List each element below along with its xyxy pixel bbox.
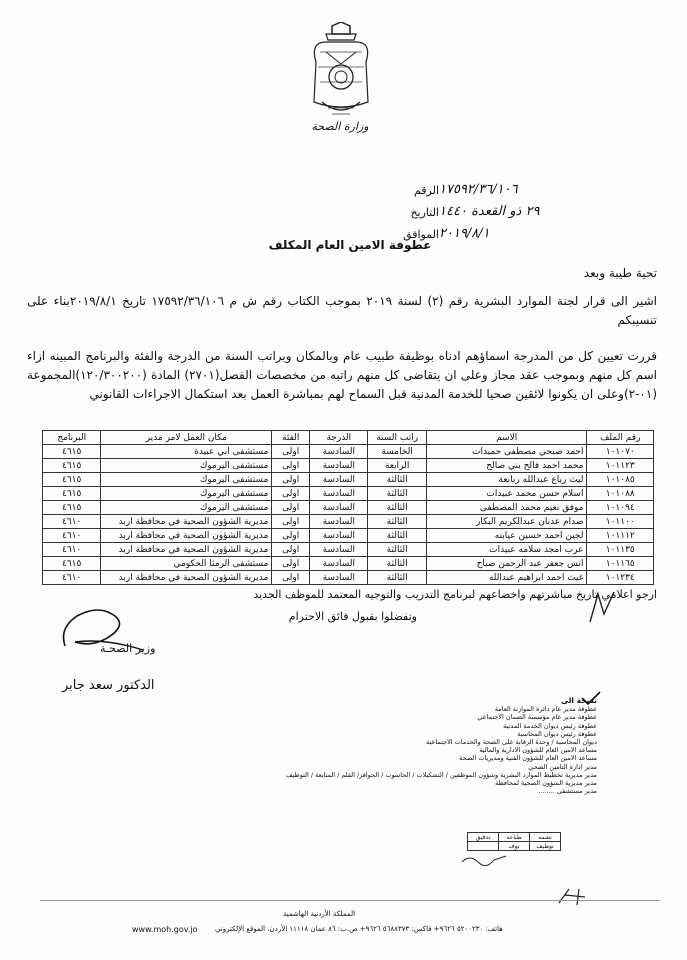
table-row <box>43 515 654 529</box>
cell-workplace: مستشفى ابي عبيدة <box>101 445 272 459</box>
paragraph-reference: اشير الى قرار لجنة الموارد البشرية رقم (٢) لسنة ٢٠١٩ بموجب الكتاب رقم ش م ١٧٥٩٢/٣٦/١٠٦ تاريخ ٢٠١٩/٨/١بناء على تنسيبكم <box>27 294 657 327</box>
cell-annual-salary: الثالثة <box>368 487 426 501</box>
cell-category: اولى <box>272 557 310 571</box>
list-item: مدير ادارة التامين الصحي <box>528 762 597 771</box>
greeting: تحية طيبة وبعد <box>583 266 657 280</box>
cell-file-number: ١٠١٠٨٨ <box>587 487 654 501</box>
cell-program: ٤٦١٥ <box>43 557 101 571</box>
reference-block <box>387 175 657 241</box>
list-item: مدير مستشفى ........ <box>538 787 597 796</box>
appointees-table <box>42 430 654 585</box>
footer-kingdom: المملكة الأردنية الهاشمية <box>283 910 356 918</box>
cell-annual-salary: الثالثة <box>368 515 426 529</box>
closing-regards: وتفضلوا بقبول فائق الاحترام <box>288 610 417 623</box>
cell-name: لجين احمد حسين عيابنه <box>426 529 587 543</box>
cell-category: اولى <box>272 501 310 515</box>
header-file-number: رقم الملف <box>587 431 654 445</box>
reference-number-label: الرقم <box>413 184 439 197</box>
cell-program: ٤٦١٠ <box>43 571 101 585</box>
list-item: عطوفة رئيس ديوان المحاسبة <box>517 729 597 738</box>
routing-label: تدقيق <box>468 833 499 842</box>
header-workplace: مكان العمل لامر مدير <box>101 431 272 445</box>
copies-title: نسخة الى <box>561 696 597 705</box>
cell-workplace: مستشفى اليرموك <box>101 473 272 487</box>
cell-file-number: ١٠١٠٧٠ <box>587 445 654 459</box>
list-item: عطوفة مدير عام مؤسسة الضمان الاجتماعي <box>477 713 597 722</box>
cell-file-number: ١٠١٠٨٥ <box>587 473 654 487</box>
table-row <box>43 501 654 515</box>
cell-grade: السادسة <box>310 557 368 571</box>
reference-date-row <box>387 197 657 219</box>
cell-file-number: ١٠١١٣٥ <box>587 543 654 557</box>
list-item: ديوان المحاسبة / وحدة الرقابة على الصحة والخدمات الاجتماعية <box>426 738 597 747</box>
routing-value: توظيف <box>530 842 561 851</box>
list-item: مدير مديرية تخطيط الموارد البشرية وشؤون الموظفين / التشكيلات / الحاسوب / الحوافز/ القلم / المتابعة / التوظيف <box>285 770 597 779</box>
cell-category: اولى <box>272 515 310 529</box>
minister-name: الدكتور سعد جابر <box>62 678 155 693</box>
cell-workplace: مديرية الشؤون الصحية في محافظة اربد <box>101 529 272 543</box>
cell-program: ٤٦١٥ <box>43 473 101 487</box>
cell-program: ٤٦١٥ <box>43 487 101 501</box>
list-item: عطوفة رئيس ديوان الخدمة المدنية <box>503 721 597 730</box>
cell-workplace: مستشفى الرمثا الحكومي <box>101 557 272 571</box>
coat-of-arms-emblem <box>306 22 376 134</box>
cell-annual-salary: الثالثة <box>368 529 426 543</box>
cell-workplace: مستشفى اليرموك <box>101 487 272 501</box>
reference-date-value: ٢٩ ذو القعدة ١٤٤٠ <box>439 204 540 219</box>
cell-file-number: ١٠١٢٣٤ <box>587 571 654 585</box>
table-row <box>43 445 654 459</box>
list-item: مساعد الامين العام للشؤون الادارية والمالية <box>479 746 597 755</box>
header-program: البرنامج <box>43 431 101 445</box>
footer-website-link[interactable]: www.moh.gov.jo <box>132 925 198 934</box>
reference-corresponding-label: الموافق <box>403 228 439 241</box>
cell-grade: السادسة <box>310 473 368 487</box>
cell-annual-salary: الثالثة <box>368 543 426 557</box>
table-row <box>43 459 654 473</box>
cell-file-number: ١٠١١٠٠ <box>587 515 654 529</box>
table-row <box>43 571 654 585</box>
cell-file-number: ١٠١١٦٥ <box>587 557 654 571</box>
cell-annual-salary: الخامسة <box>368 445 426 459</box>
cell-grade: السادسة <box>310 515 368 529</box>
cell-category: اولى <box>272 571 310 585</box>
ministry-name: وزارة الصحة <box>311 120 369 133</box>
footer-contact: هاتف: ٥٢٠٠٢٣٠ ٩٦٢٦+ فاكس: ٥٦٨٨٣٧٣ ٩٦٢٦+ ص.ب: ٨٦ عمان ١١١١٨ الأردن. الموقع الإلكتروني <box>215 925 503 933</box>
cell-category: اولى <box>272 473 310 487</box>
cell-name: احمد صبحي مصطفى حميدات <box>426 445 587 459</box>
closing-request: ارجو اعلامي تاريخ مباشرتهم واخضاعهم لبرنامج التدريب والتوجيه المعتمد للموظف الجديد <box>253 588 657 601</box>
cell-annual-salary: الثالثة <box>368 571 426 585</box>
table-row <box>468 842 561 851</box>
routing-table <box>467 832 561 851</box>
cell-grade: السادسة <box>310 529 368 543</box>
cell-category: اولى <box>272 529 310 543</box>
cell-workplace: مديرية الشؤون الصحية في محافظة اربد <box>101 571 272 585</box>
routing-value <box>468 842 499 851</box>
cell-grade: السادسة <box>310 445 368 459</box>
cell-program: ٤٦١٠ <box>43 543 101 557</box>
cell-program: ٤٦١٠ <box>43 515 101 529</box>
header-grade: الدرجة <box>310 431 368 445</box>
cell-name: غيث احمد ابراهيم عبدالله <box>426 571 587 585</box>
table-row <box>43 487 654 501</box>
reference-date-label: التاريخ <box>410 206 439 219</box>
copies-list <box>77 697 597 795</box>
cell-workplace: مستشفى اليرموك <box>101 459 272 473</box>
footer-scribble <box>555 885 591 907</box>
cell-program: ٤٦١٥ <box>43 501 101 515</box>
table-row <box>43 473 654 487</box>
minister-title: وزير الصحـة <box>100 642 156 655</box>
reference-number-value: ١٧٥٩٢/٣٦/١٠٦ <box>439 182 518 197</box>
cell-grade: السادسة <box>310 459 368 473</box>
cell-category: اولى <box>272 445 310 459</box>
paragraph-decision: قررت تعيين كل من المدرجة اسماؤهم ادناه بوظيفة طبيب عام وبالمكان وبراتب السنة من الدرجة والفئة والبرنامج المبينه ازاء اسم كل منهم وبموجب عقد مجاز وعلى ان يتقاضى كل منهم راتبه من مخصصات الفصل(٢٧٠١) المادة (١٢٠/٣٠٠٢٠٠)المجموعة (٠١-٢)وعلى ان يكونوا لائقين صحيا للخدمة المدنية قبل السماح لهم بمباشرة العمل بعد استكمال الاجراءات القانوني <box>27 349 657 401</box>
cell-name: عرب امجد سلامه عبيدات <box>426 543 587 557</box>
initials-mark <box>586 588 620 628</box>
cell-annual-salary: الثالثة <box>368 473 426 487</box>
cell-grade: السادسة <box>310 571 368 585</box>
header-category: الفئة <box>272 431 310 445</box>
routing-label: نشمه <box>530 833 561 842</box>
cell-grade: السادسة <box>310 487 368 501</box>
table-header-row <box>43 431 654 445</box>
cell-name: صدام عدنان عبدالكريم البكار <box>426 515 587 529</box>
reference-number-row <box>387 175 657 197</box>
cell-category: اولى <box>272 543 310 557</box>
header-name: الاسم <box>426 431 587 445</box>
routing-value: بوف <box>499 842 530 851</box>
cell-name: انس جعفر عبد الرحمن صباح <box>426 557 587 571</box>
cell-category: اولى <box>272 459 310 473</box>
handwritten-initials <box>460 852 510 866</box>
list-item: عطوفة مدير عام دائرة الموازنة العامة <box>494 705 597 714</box>
cell-name: موفق نعيم محمد المصطفى <box>426 501 587 515</box>
cell-annual-salary: الثالثة <box>368 501 426 515</box>
header-annual-salary: راتب السنة <box>368 431 426 445</box>
cell-workplace: مستشفى اليرموك <box>101 501 272 515</box>
cell-name: اسلام حسن محمد عبيدات <box>426 487 587 501</box>
cell-program: ٤٦١٥ <box>43 459 101 473</box>
cell-program: ٤٦١٥ <box>43 445 101 459</box>
cell-workplace: مديرية الشؤون الصحية في محافظة اربد <box>101 515 272 529</box>
cell-grade: السادسة <box>310 543 368 557</box>
addressee: عطوفة الامين العام المكلف <box>268 238 432 252</box>
table-row <box>43 557 654 571</box>
reference-corresponding-value: ٢٠١٩/٨/١ <box>439 226 490 241</box>
cell-file-number: ١٠١١٢٣ <box>587 459 654 473</box>
cell-workplace: مديرية الشؤون الصحية في محافظة اربد <box>101 543 272 557</box>
cell-name: محمد احمد فالح بني صالح <box>426 459 587 473</box>
table-row <box>43 543 654 557</box>
table-row <box>43 529 654 543</box>
cell-name: ليث رباع عبدالله ربابعة <box>426 473 587 487</box>
cell-annual-salary: الرابعة <box>368 459 426 473</box>
cell-annual-salary: الثالثة <box>368 557 426 571</box>
cell-file-number: ١٠١٠٩٤ <box>587 501 654 515</box>
table-row <box>468 833 561 842</box>
cell-program: ٤٦١٠ <box>43 529 101 543</box>
cell-category: اولى <box>272 487 310 501</box>
footer-divider <box>40 900 660 901</box>
list-item: مدير مديرية الشؤون الصحية لمحافظة <box>495 779 597 788</box>
cell-file-number: ١٠١١١٢ <box>587 529 654 543</box>
routing-label: طباعه <box>499 833 530 842</box>
list-item: مساعد الامين العام للشؤون الفنية ومديريات الصحة <box>459 754 597 763</box>
cell-grade: السادسة <box>310 501 368 515</box>
